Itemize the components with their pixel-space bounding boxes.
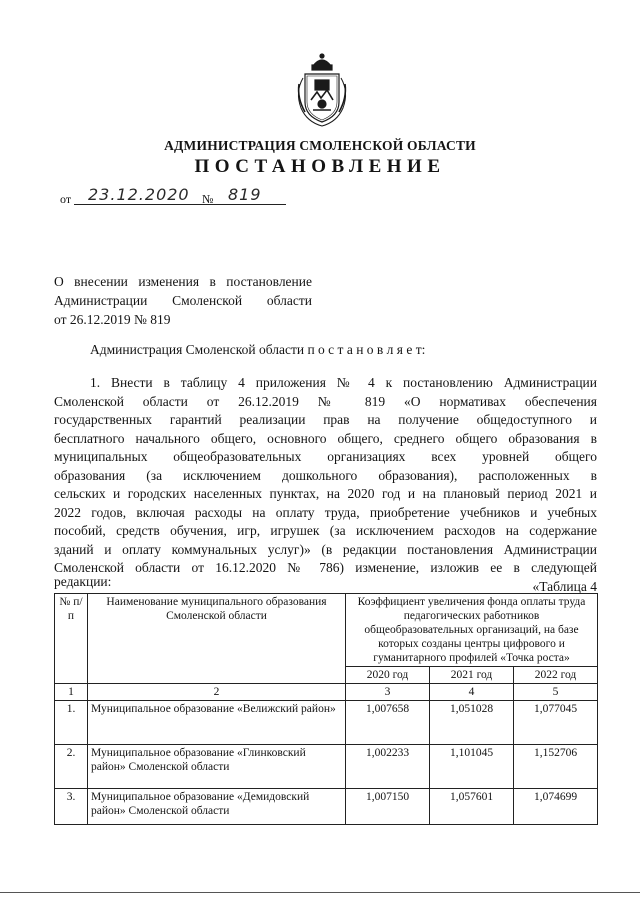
paragraph-line: редакции: xyxy=(54,574,112,589)
row-number: 2. xyxy=(55,745,88,789)
row-value-2020: 1,002233 xyxy=(346,745,430,789)
paragraph-line: образования (за исключением дошкольного образования), расположенных в xyxy=(54,467,597,483)
paragraph-line: Смоленской области от 16.12.2020 № 786) изменение, изложив ее в следующей xyxy=(54,560,597,575)
row-name: Муниципальное образование «Глинковский район» Смоленской области xyxy=(88,745,346,789)
row-number: 3. xyxy=(55,789,88,825)
paragraph-line: сельских и городских населенных пунктах, на 2020 год и на плановый период 2021 и xyxy=(54,486,597,501)
paragraph-line: 2022 годов, включая расходы на оплату труда, приобретение учебников и учебных xyxy=(54,504,597,520)
header-name: Наименование муниципального образования Смоленской области xyxy=(88,594,346,684)
row-name: Муниципальное образование «Демидовский район» Смоленской области xyxy=(88,789,346,825)
paragraph-line: муниципальных общеобразовательных организациях всех уровней общего xyxy=(54,449,597,464)
header-year-2022: 2022 год xyxy=(514,667,598,684)
table-colnum-row xyxy=(55,684,598,701)
row-name: Муниципальное образование «Велижский район» xyxy=(88,701,346,745)
header-year-2020: 2020 год xyxy=(346,667,430,684)
page-bottom-rule xyxy=(0,892,640,893)
number-underline xyxy=(216,204,286,205)
coefficient-table xyxy=(54,593,598,825)
row-value-2021: 1,101045 xyxy=(430,745,514,789)
coat-of-arms-emblem xyxy=(293,52,351,128)
colnum-cell: 4 xyxy=(430,684,514,701)
subject-line: Администрации Смоленской области xyxy=(54,293,312,308)
paragraph-line: зданий и оплату коммунальных услуг)» (в редакции постановления Администрации xyxy=(54,541,597,557)
table-row xyxy=(55,745,598,789)
row-value-2022: 1,074699 xyxy=(514,789,598,825)
date-handwritten: 23.12.2020 xyxy=(88,185,190,204)
header-no: № п/п xyxy=(55,594,88,684)
table-row xyxy=(55,789,598,825)
document-type-title: ПОСТАНОВЛЕНИЕ xyxy=(194,156,446,177)
date-number-line xyxy=(60,186,360,208)
paragraph-line: бесплатного начального общего, основного общего, среднего общего образования в xyxy=(54,430,597,446)
colnum-cell: 2 xyxy=(88,684,346,701)
colnum-cell: 1 xyxy=(55,684,88,701)
row-value-2020: 1,007150 xyxy=(346,789,430,825)
paragraph-line: 1. Внести в таблицу 4 приложения № 4 к постановлению Администрации xyxy=(90,375,597,390)
colnum-cell: 5 xyxy=(514,684,598,701)
paragraph-line: пособий, средств обучения, игр, игрушек (за исключением расходов на содержание xyxy=(54,523,597,538)
table-caption: «Таблица 4 xyxy=(532,579,597,594)
subject-line: от 26.12.2019 № 819 xyxy=(54,312,171,327)
decree-line: Администрация Смоленской области п о с т а н о в л я е т: xyxy=(90,342,426,357)
row-value-2021: 1,057601 xyxy=(430,789,514,825)
paragraph-line: государственных гарантий реализации прав на получение общедоступного и xyxy=(54,412,597,427)
date-prefix: от xyxy=(60,192,72,206)
subject-line: О внесении изменения в постановление xyxy=(54,274,312,289)
header-coefficient: Коэффициент увеличения фонда оплаты труда педагогических работников общеобразовательных организаций, на базе которых созданы центры цифрового и гуманитарного профилей «Точка роста» xyxy=(346,594,598,667)
subject-block xyxy=(54,272,312,329)
row-value-2021: 1,051028 xyxy=(430,701,514,745)
table-header-row xyxy=(55,594,598,667)
header-year-2021: 2021 год xyxy=(430,667,514,684)
number-handwritten: 819 xyxy=(228,185,262,204)
number-prefix: № xyxy=(202,192,214,206)
row-number: 1. xyxy=(55,701,88,745)
organization-title: АДМИНИСТРАЦИЯ СМОЛЕНСКОЙ ОБЛАСТИ xyxy=(164,138,476,153)
row-value-2022: 1,077045 xyxy=(514,701,598,745)
colnum-cell: 3 xyxy=(346,684,430,701)
row-value-2022: 1,152706 xyxy=(514,745,598,789)
row-value-2020: 1,007658 xyxy=(346,701,430,745)
paragraph-line: Смоленской области от 26.12.2019 № 819 «О нормативах обеспечения xyxy=(54,393,597,409)
table-row xyxy=(55,701,598,745)
